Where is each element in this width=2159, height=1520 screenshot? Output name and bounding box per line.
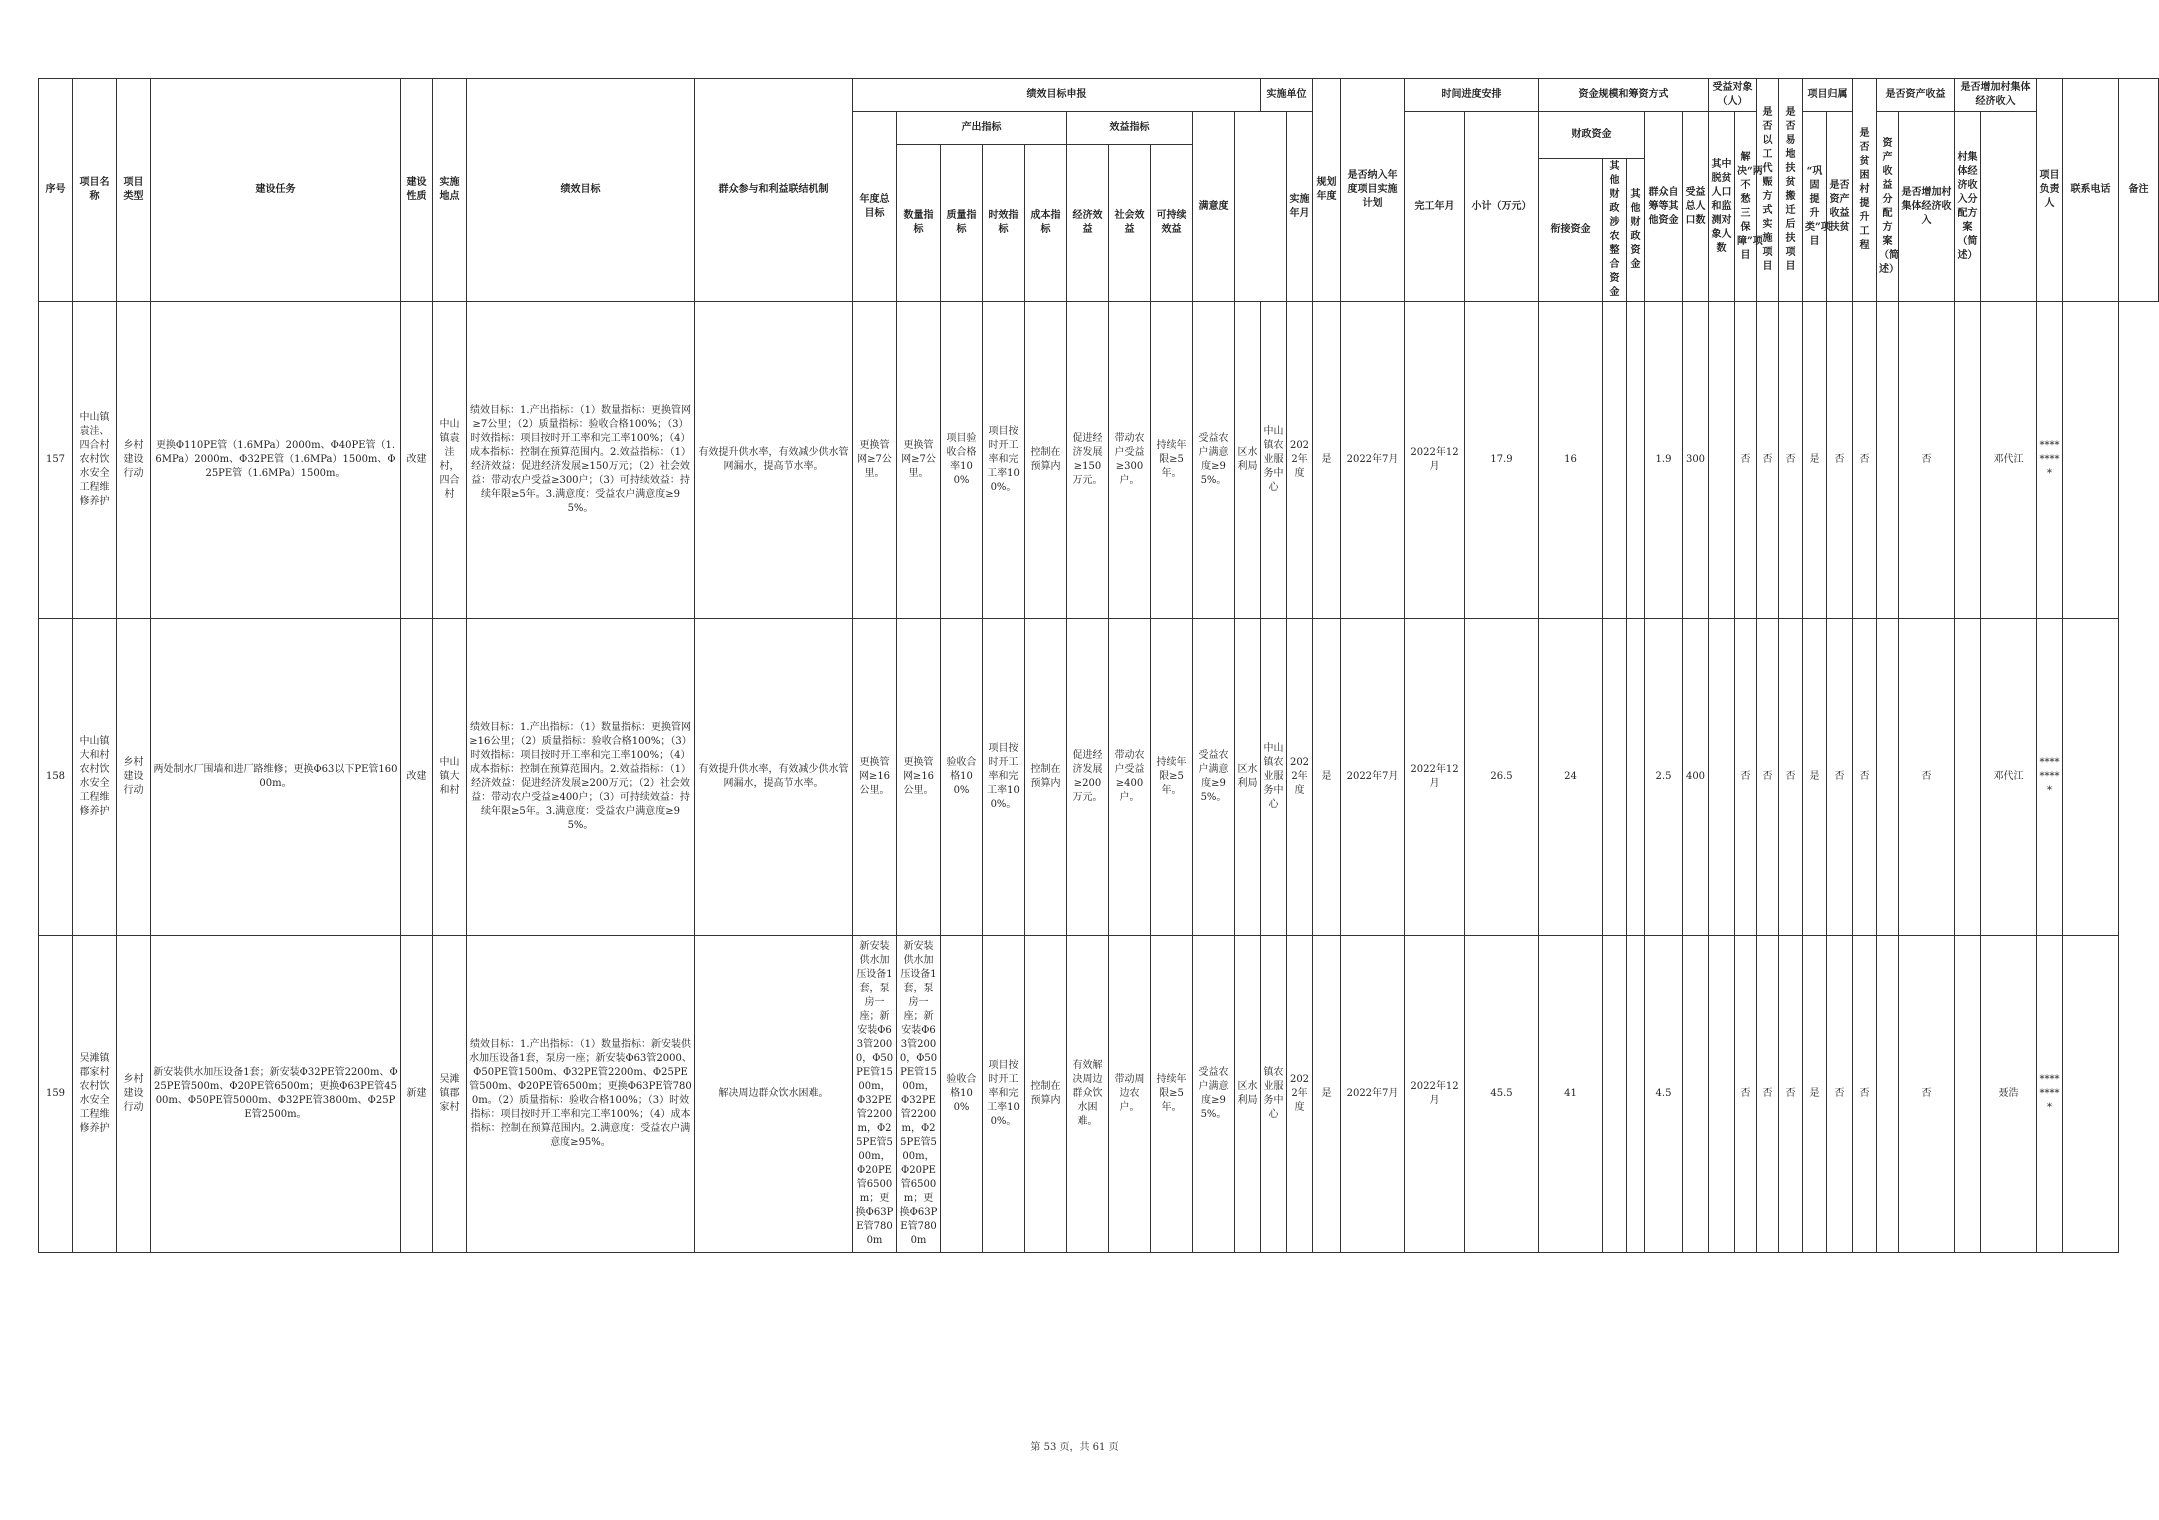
cell-asset-plan [1877,302,1899,619]
cell-location: 中山镇袁洼村，四合村 [433,302,467,619]
col-satisfaction: 满意度 [1193,112,1235,302]
page-footer: 第 53 页，共 61 页 [1030,1442,1119,1453]
col-increase-collective: 是否增加村集体经济收入 [1899,112,1955,302]
cell-other-fiscal [1627,302,1645,619]
cell-linked: 16 [1539,302,1603,619]
cell-collective-plan [1955,619,1981,936]
cell-social: 带动周边农户。 [1109,936,1151,1253]
cell-timeliness: 项目按时开工率和完工率100%。 [983,619,1025,936]
cell-supervisor: 区水利局 [1235,619,1261,936]
cell-nature: 改建 [401,302,433,619]
cell-satisfaction: 受益农户满意度≥95%。 [1193,619,1235,936]
table-row [39,619,2159,936]
col-plan-year: 规划年度 [1313,79,1341,302]
cell-total-ben: 300 [1683,302,1709,619]
cell-timeliness: 项目按时开工率和完工率100%。 [983,936,1025,1253]
cell-consolidate: 是 [1803,302,1827,619]
cell-poor-village: 否 [1827,619,1853,936]
cell-owner: 中山镇农业服务中心 [1261,619,1287,936]
col-fiscal: 财政资金 [1539,112,1645,159]
col-poor-village: 是否贫困村提升工程 [1853,79,1877,302]
cell-economic: 有效解决周边群众饮水困难。 [1067,936,1109,1253]
cell-annual-target: 更换管网≥7公里。 [853,302,897,619]
cell-poverty-ben [1709,936,1735,1253]
cell-project-type: 乡村建设行动 [117,619,151,936]
cell-asset-poverty: 否 [1853,619,1877,936]
cell-poverty-ben [1709,302,1735,619]
cell-sustainable: 持续年限≥5年。 [1151,619,1193,936]
cell-location: 吴滩镇郡家村 [433,936,467,1253]
cell-two-worries: 否 [1779,302,1803,619]
col-linked-fund: 衔接资金 [1539,159,1603,302]
cell-supervisor: 区水利局 [1235,302,1261,619]
cell-social: 带动农户受益≥300户。 [1109,302,1151,619]
cell-consolidate: 是 [1803,619,1827,936]
cell-plan-year: 2022年度 [1287,619,1313,936]
cell-linked: 41 [1539,936,1603,1253]
cell-collective-plan [1955,936,1981,1253]
cell-seq: 159 [39,936,73,1253]
cell-other-fiscal [1627,936,1645,1253]
cell-other-agri [1603,936,1627,1253]
col-total-beneficiaries: 受益总人口数 [1683,112,1709,302]
cell-owner: 镇农业服务中心 [1261,936,1287,1253]
cell-economic: 促进经济发展≥150万元。 [1067,302,1109,619]
cell-two-worries: 否 [1779,936,1803,1253]
cell-quantity: 更换管网≥16公里。 [897,619,941,936]
cell-quantity: 更换管网≥7公里。 [897,302,941,619]
col-two-worries: 解决“两不愁三保障”项目 [1735,112,1757,302]
col-poverty-monitored: 其中脱贫人口和监测对象人数 [1709,112,1735,302]
cell-linked: 24 [1539,619,1603,936]
cell-task: 新安装供水加压设备1套；新安装Φ32PE管2200m、Φ25PE管500m、Φ20PE管6500m；更换Φ63PE管4500m、Φ50PE管5000m、Φ32PE管3800m、Φ25PE管2500m。 [151,936,401,1253]
cell-increase-collective: 否 [1899,619,1955,936]
cell-consolidate: 是 [1803,936,1827,1253]
col-relocation: 是否易地扶贫搬迁后扶项目 [1779,79,1803,302]
col-location: 实施地点 [433,79,467,302]
cell-cost: 控制在预算内 [1025,619,1067,936]
cell-supervisor: 区水利局 [1235,936,1261,1253]
cell-cost: 控制在预算内 [1025,302,1067,619]
cell-subtotal: 17.9 [1465,302,1539,619]
cell-perf-target: 绩效目标：1.产出指标：（1）数量指标：更换管网≥16公里；（2）质量指标：验收合格100%；（3）时效指标：项目按时开工率和完工率100%；（4）成本指标：控制在预算范围内。2.效益指标：（1）经济效益：促进经济发展≥200万元；（2）社会效益：带动农户受益≥400户；（3）可持续效益：持续年限≥5年。3.满意度：受益农户满意度≥95%。 [467,619,695,936]
cell-satisfaction: 受益农户满意度≥95%。 [1193,936,1235,1253]
cell-asset-poverty: 否 [1853,936,1877,1253]
col-sustainable: 可持续效益 [1151,145,1193,302]
cell-project-name: 中山镇袁洼、四合村农村饮水安全工程维修养护 [73,302,117,619]
cell-satisfaction: 受益农户满意度≥95%。 [1193,302,1235,619]
col-responsible: 项目负责人 [2037,79,2063,302]
col-other-fiscal: 其他财政资金 [1627,159,1645,302]
col-finish-month: 完工年月 [1405,112,1465,302]
col-social: 社会效益 [1109,145,1151,302]
cell-quality: 验收合格100% [941,936,983,1253]
cell-participation: 解决周边群众饮水困难。 [695,936,853,1253]
cell-project-name: 吴滩镇郡家村农村饮水安全工程维修养护 [73,936,117,1253]
cell-quality: 项目验收合格率100% [941,302,983,619]
col-self-raised: 群众自筹等其他资金 [1645,112,1683,302]
project-table [38,78,2159,1253]
table-row [39,302,2159,619]
cell-two-worries: 否 [1779,619,1803,936]
cell-perf-target: 绩效目标：1.产出指标：（1）数量指标：新安装供水加压设备1套，泵房一座；新安装Φ63管2000、Φ50PE管1500m、Φ32PE管2200m、Φ25PE管500m、Φ20PE管6500m；更换Φ63PE管7800m。（2）质量指标：验收合格100%；（3）时效指标：项目按时开工率和完工率100%；（4）成本指标：控制在预算范围内。2.满意度：受益农户满意度≥95%。 [467,936,695,1253]
cell-responsible: 聂浩 [1981,936,2037,1253]
cell-in-plan: 是 [1313,936,1341,1253]
cell-nature: 新建 [401,936,433,1253]
cell-relocation: 否 [1757,619,1779,936]
col-village-income: 是否增加村集体经济收入 [1955,79,2037,112]
col-construction-nature: 建设性质 [401,79,433,302]
cell-work-relief: 否 [1735,619,1757,936]
cell-remarks [2063,619,2119,936]
cell-collective-plan [1955,302,1981,619]
cell-task: 两处制水厂围墙和进厂路维修；更换Φ63以下PE管16000m。 [151,619,401,936]
cell-asset-plan [1877,619,1899,936]
cell-task: 更换Φ110PE管（1.6MPa）2000m、Φ40PE管（1.6MPa）2000m、Φ32PE管（1.6MPa）1500m、Φ25PE管（1.6MPa）1500m。 [151,302,401,619]
cell-project-type: 乡村建设行动 [117,302,151,619]
cell-start: 2022年7月 [1341,936,1405,1253]
col-beneficiaries: 受益对象（人） [1709,79,1757,112]
col-remarks: 备注 [2119,79,2159,302]
cell-poor-village: 否 [1827,302,1853,619]
cell-poor-village: 否 [1827,936,1853,1253]
cell-social: 带动农户受益≥400户。 [1109,619,1151,936]
cell-plan-year: 2022年度 [1287,302,1313,619]
cell-owner: 中山镇农业服务中心 [1261,302,1287,619]
col-project-type: 项目类型 [117,79,151,302]
cell-other-agri [1603,302,1627,619]
cell-finish: 2022年12月 [1405,619,1465,936]
cell-asset-plan [1877,936,1899,1253]
cell-finish: 2022年12月 [1405,302,1465,619]
cell-participation: 有效提升供水率，有效减少供水管网漏水，提高节水率。 [695,302,853,619]
cell-phone: ********* [2037,619,2063,936]
table-row [39,936,2159,1253]
col-project-name: 项目名称 [73,79,117,302]
cell-quality: 验收合格100% [941,619,983,936]
col-consolidate: “巩固提升类”项目 [1803,112,1827,302]
cell-plan-year: 2022年度 [1287,936,1313,1253]
col-schedule: 时间进度安排 [1405,79,1539,112]
cell-subtotal: 26.5 [1465,619,1539,936]
cell-poverty-ben [1709,619,1735,936]
col-annual-target: 年度总目标 [853,112,897,302]
cell-responsible: 邓代江 [1981,302,2037,619]
cell-sustainable: 持续年限≥5年。 [1151,302,1193,619]
cell-total-ben [1683,936,1709,1253]
cell-self-raised: 2.5 [1645,619,1683,936]
col-asset-distribution: 资产收益分配方案（简述） [1877,112,1899,302]
col-perf-declaration: 绩效目标申报 [853,79,1261,112]
cell-annual-target: 更换管网≥16公里。 [853,619,897,936]
col-asset-poverty: 是否资产收益扶贫 [1827,112,1853,302]
cell-other-fiscal [1627,619,1645,936]
cell-sustainable: 持续年限≥5年。 [1151,936,1193,1253]
cell-start: 2022年7月 [1341,302,1405,619]
cell-self-raised: 1.9 [1645,302,1683,619]
cell-relocation: 否 [1757,936,1779,1253]
col-collective-plan: 村集体经济收入分配方案（简述） [1955,112,1981,302]
cell-increase-collective: 否 [1899,302,1955,619]
col-quantity: 数量指标 [897,145,941,302]
cell-project-name: 中山镇大和村农村饮水安全工程维修养护 [73,619,117,936]
cell-work-relief: 否 [1735,936,1757,1253]
cell-remarks [2063,936,2119,1253]
cell-total-ben: 400 [1683,619,1709,936]
col-other-agri-fund: 其他财政涉农整合资金 [1603,159,1627,302]
col-impl-unit: 实施单位 [1261,79,1313,112]
cell-seq: 158 [39,619,73,936]
cell-annual-target: 新安装供水加压设备1套，泵房一座；新安装Φ63管2000，Φ50PE管1500m，Φ32PE管2200m，Φ25PE管500m，Φ20PE管6500m；更换Φ63PE管7800m [853,936,897,1253]
col-quality: 质量指标 [941,145,983,302]
cell-perf-target: 绩效目标：1.产出指标：（1）数量指标：更换管网≥7公里；（2）质量指标：验收合格100%；（3）时效指标：项目按时开工率和完工率100%；（4）成本指标：控制在预算范围内。2.效益指标：（1）经济效益：促进经济发展≥150万元；（2）社会效益：带动农户受益≥300户；（3）可持续效益：持续年限≥5年。3.满意度：受益农户满意度≥95%。 [467,302,695,619]
col-economic: 经济效益 [1067,145,1109,302]
cell-quantity: 新安装供水加压设备1套，泵房一座；新安装Φ63管2000，Φ50PE管1500m，Φ32PE管2200m，Φ25PE管500m，Φ20PE管6500m；更换Φ63PE管7800m [897,936,941,1253]
col-subtotal: 小计（万元） [1465,112,1539,302]
cell-increase-collective: 否 [1899,936,1955,1253]
col-cost: 成本指标 [1025,145,1067,302]
cell-subtotal: 45.5 [1465,936,1539,1253]
cell-participation: 有效提升供水率，有效减少供水管网漏水，提高节水率。 [695,619,853,936]
cell-phone: ********* [2037,302,2063,619]
col-output-indicators: 产出指标 [897,112,1067,145]
col-benefit-indicators: 效益指标 [1067,112,1193,145]
cell-start: 2022年7月 [1341,619,1405,936]
cell-economic: 促进经济发展≥200万元。 [1067,619,1109,936]
cell-responsible: 邓代江 [1981,619,2037,936]
col-phone: 联系电话 [2063,79,2119,302]
cell-asset-poverty: 否 [1853,302,1877,619]
cell-cost: 控制在预算内 [1025,936,1067,1253]
col-timeliness: 时效指标 [983,145,1025,302]
cell-in-plan: 是 [1313,619,1341,936]
col-perf-target: 绩效目标 [467,79,695,302]
cell-finish: 2022年12月 [1405,936,1465,1253]
cell-nature: 改建 [401,619,433,936]
col-mass-participation: 群众参与和利益联结机制 [695,79,853,302]
cell-relocation: 否 [1757,302,1779,619]
col-in-annual-plan: 是否纳入年度项目实施计划 [1341,79,1405,302]
cell-location: 中山镇大和村 [433,619,467,936]
cell-other-agri [1603,619,1627,936]
col-asset-income: 是否资产收益 [1877,79,1955,112]
cell-phone: ********* [2037,936,2063,1253]
col-funding: 资金规模和筹资方式 [1539,79,1709,112]
col-start-month: 实施年月 [1287,112,1313,302]
cell-in-plan: 是 [1313,302,1341,619]
cell-project-type: 乡村建设行动 [117,936,151,1253]
cell-work-relief: 否 [1735,302,1757,619]
col-seq: 序号 [39,79,73,302]
col-work-relief: 是否以工代赈方式实施项目 [1757,79,1779,302]
col-construction-task: 建设任务 [151,79,401,302]
col-ownership: 项目归属 [1803,79,1853,112]
cell-remarks [2063,302,2119,619]
cell-self-raised: 4.5 [1645,936,1683,1253]
cell-seq: 157 [39,302,73,619]
cell-timeliness: 项目按时开工率和完工率100%。 [983,302,1025,619]
